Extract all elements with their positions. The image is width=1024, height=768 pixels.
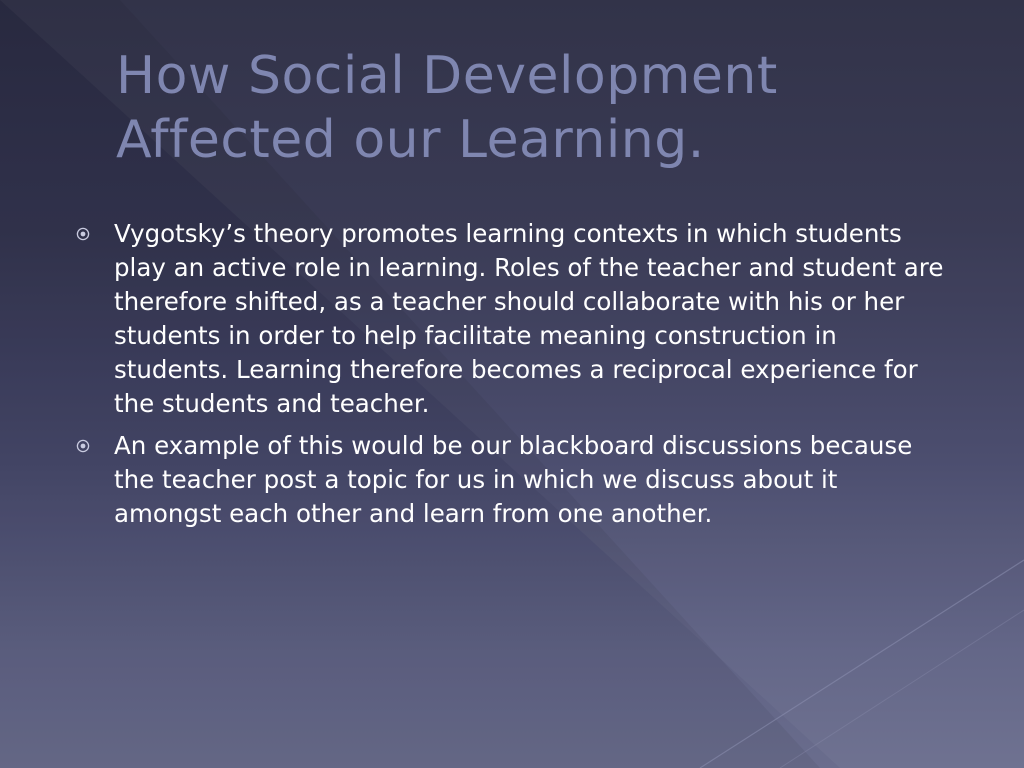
bullet-item: [72, 429, 952, 531]
slide-title-line-2: Affected our Learning.: [116, 110, 705, 170]
bullet-text: Vygotsky’s theory promotes learning contexts in which students play an active role in learning. Roles of the teacher and student are therefore shifted, as a teacher should collaborate with his or her students in order to help facilitate meaning construction in students. Learning therefore becomes a reciprocal experience for the students and teacher.: [114, 219, 944, 418]
bullet-item: [72, 217, 952, 421]
bullet-text: An example of this would be our blackboard discussions because the teacher post a topic for us in which we discuss about it amongst each other and learn from one another.: [114, 431, 913, 528]
bullet-list: [72, 217, 952, 539]
slide-title: [116, 44, 976, 172]
circled-dot-icon: [76, 439, 90, 453]
circled-dot-icon: [76, 227, 90, 241]
slide-title-line-1: How Social Development: [116, 46, 778, 106]
